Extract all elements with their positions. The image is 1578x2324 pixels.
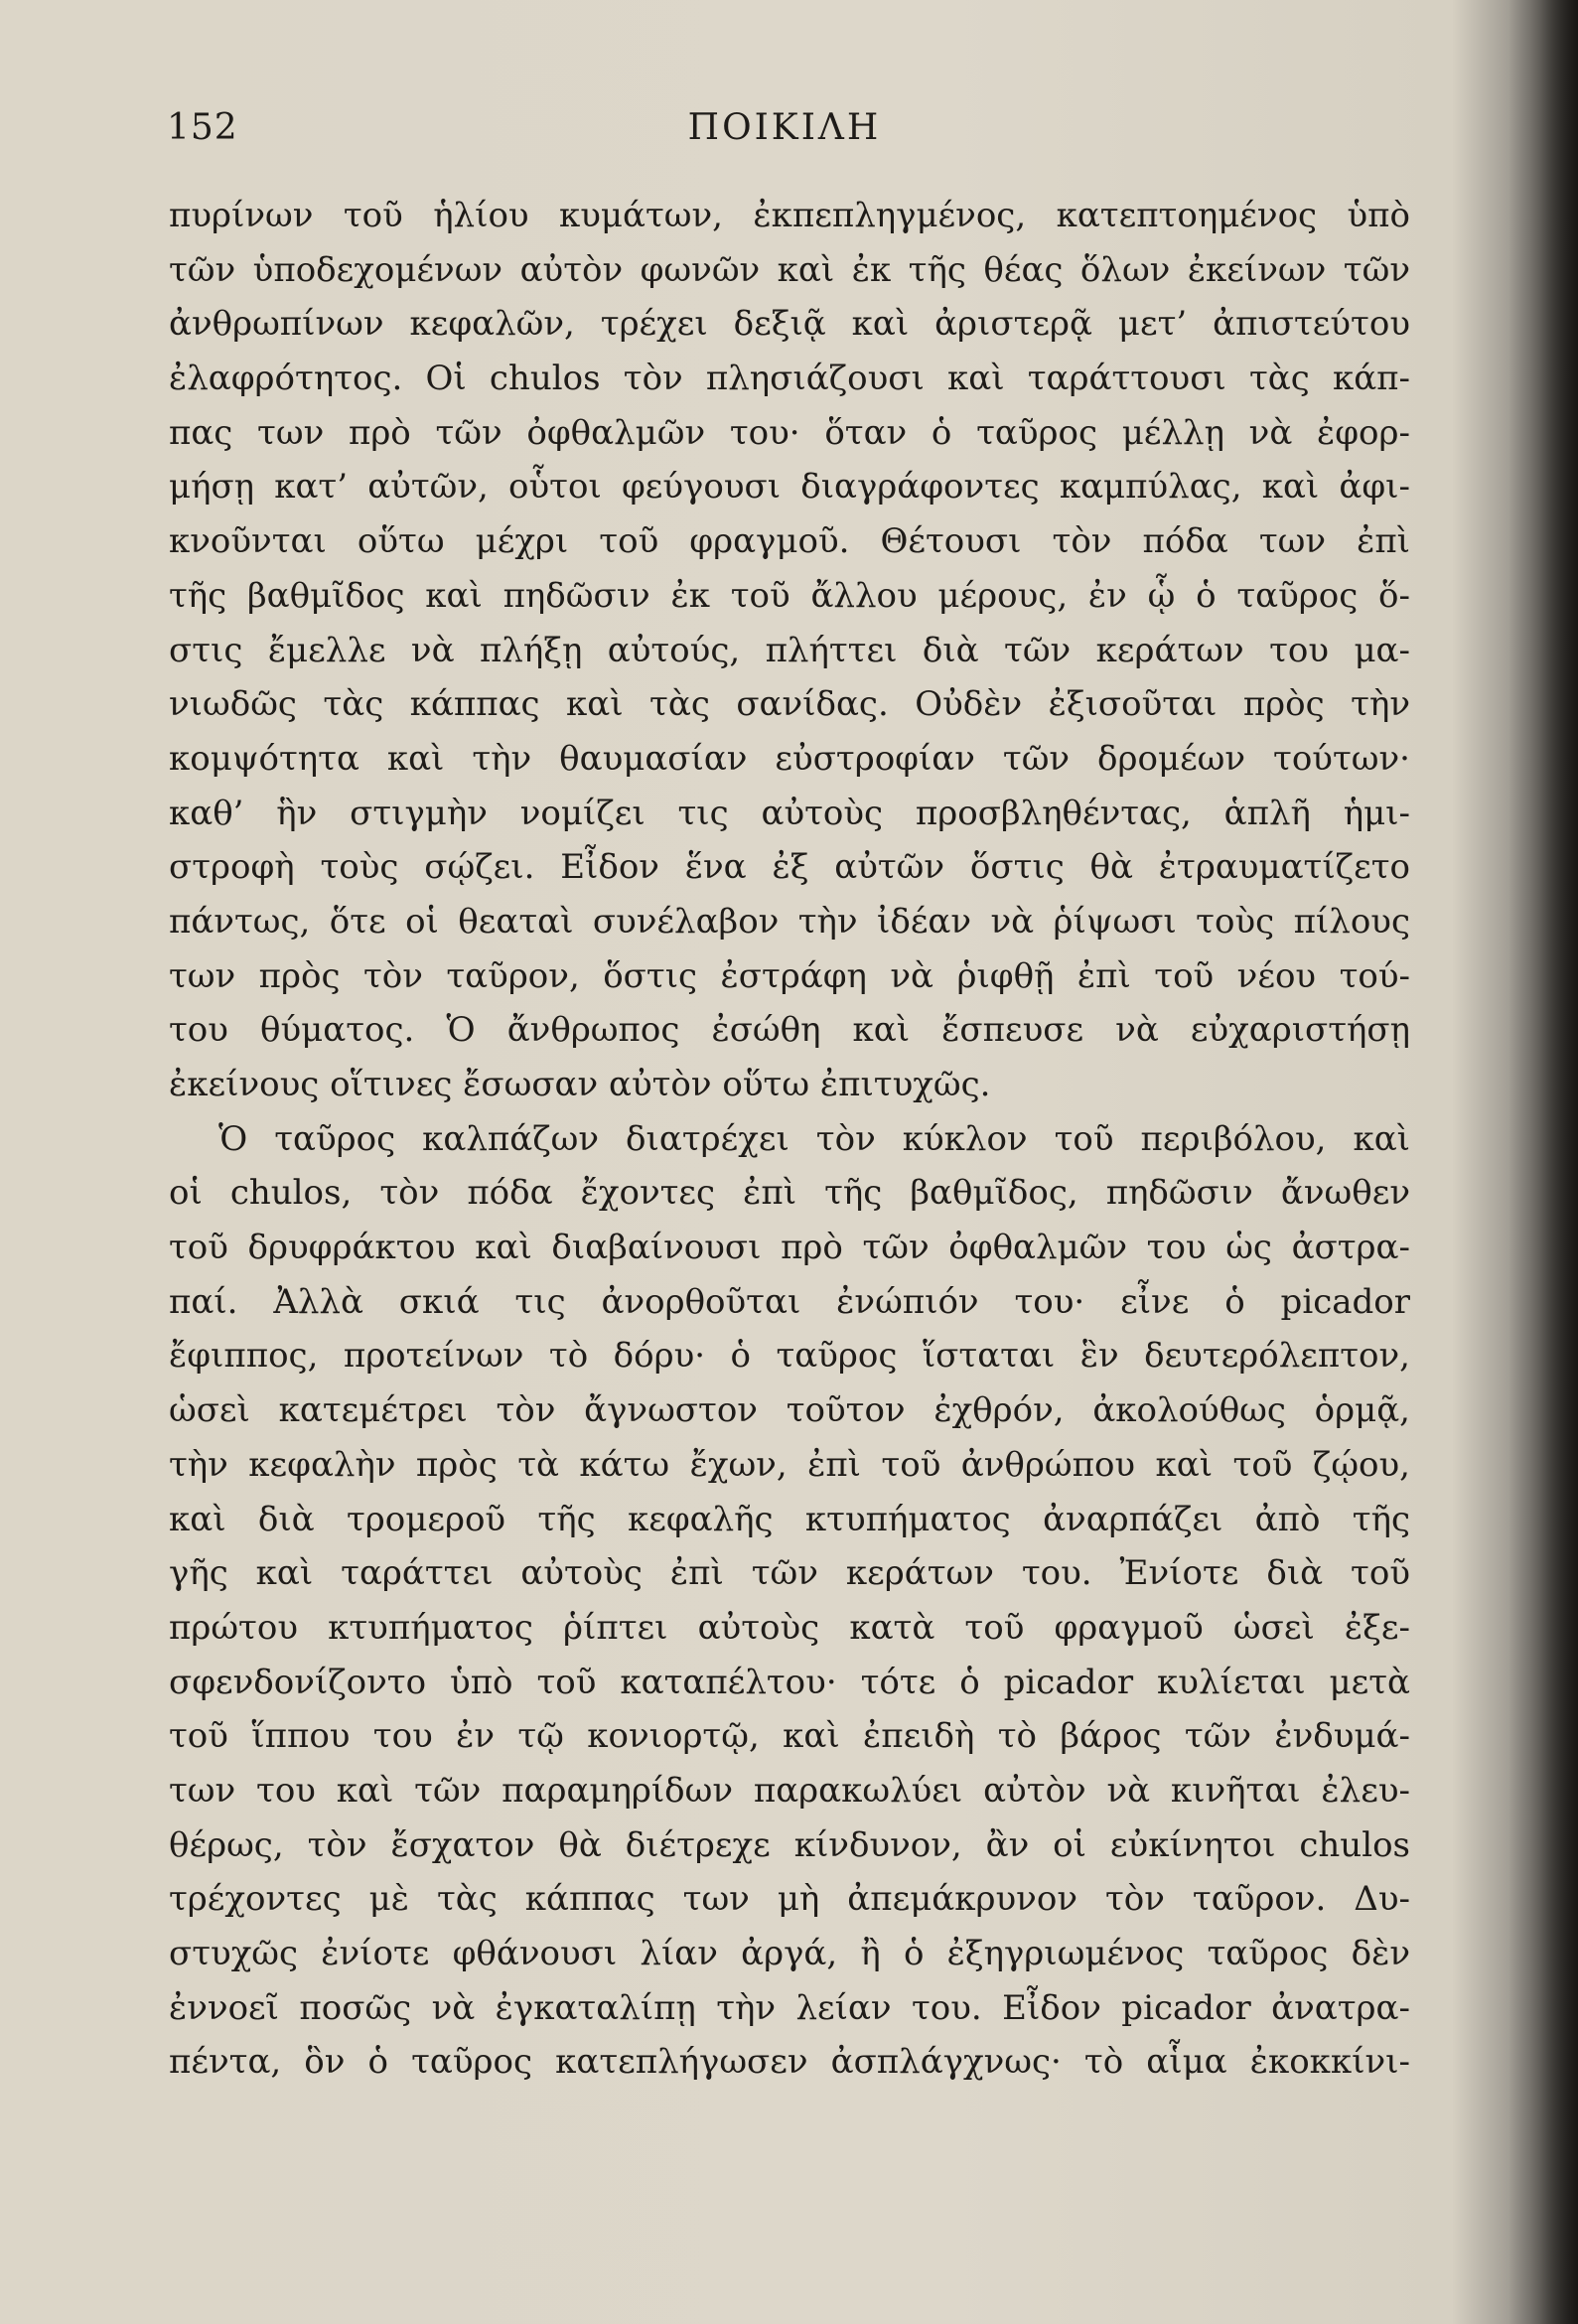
text-line: πρώτου κτυπήματος ῥίπτει αὐτοὺς κατὰ τοῦ φραγμοῦ ὡσεὶ ἐξε- — [169, 1607, 1410, 1648]
text-line: στις ἔμελλε νὰ πλήξῃ αὐτούς, πλήττει διὰ τῶν κεράτων του μα- — [169, 630, 1410, 670]
text-line: οἱ chulos, τὸν πόδα ἔχοντες ἐπὶ τῆς βαθμῖδος, πηδῶσιν ἄνωθεν — [169, 1173, 1410, 1214]
text-line: καὶ διὰ τρομεροῦ τῆς κεφαλῆς κτυπήματος ἀναρπάζει ἀπὸ τῆς — [169, 1499, 1410, 1539]
text-line: τρέχοντες μὲ τὰς κάππας των μὴ ἀπεμάκρυνον τὸν ταῦρον. Δυ- — [169, 1879, 1410, 1920]
text-line: ὡσεὶ κατεμέτρει τὸν ἄγνωστον τοῦτον ἐχθρόν, ἀκολούθως ὁρμᾷ, — [169, 1390, 1410, 1431]
text-line: στροφὴ τοὺς σῴζει. Εἶδον ἕνα ἐξ αὐτῶν ὅστις θὰ ἐτραυματίζετο — [169, 847, 1410, 888]
text-line: τῶν ὑποδεχομένων αὐτὸν φωνῶν καὶ ἐκ τῆς θέας ὅλων ἐκείνων τῶν — [169, 249, 1410, 290]
text-line: πέντα, ὃν ὁ ταῦρος κατεπλήγωσεν ἀσπλάγχνως· τὸ αἷμα ἐκοκκίνι- — [169, 2042, 1410, 2083]
text-line: του θύματος. Ὁ ἄνθρωπος ἐσώθη καὶ ἔσπευσε νὰ εὐχαριστήσῃ — [169, 1010, 1410, 1051]
text-line: τοῦ ἵππου του ἐν τῷ κονιορτῷ, καὶ ἐπειδὴ τὸ βάρος τῶν ἐνδυμά- — [169, 1716, 1410, 1757]
running-head: ΠΟΙΚΙΛΗ — [687, 107, 882, 148]
text-line: καθ’ ἣν στιγμὴν νομίζει τις αὐτοὺς προσβληθέντας, ἁπλῆ ἡμι- — [169, 793, 1410, 833]
text-line: νιωδῶς τὰς κάππας καὶ τὰς σανίδας. Οὐδὲν ἐξισοῦται πρὸς τὴν — [169, 684, 1410, 725]
text-line: ἐλαφρότητος. Οἱ chulos τὸν πλησιάζουσι καὶ ταράττουσι τὰς κάπ- — [169, 359, 1410, 399]
page-edge-shadow — [1508, 0, 1578, 2324]
body-text — [169, 189, 1410, 2090]
text-line: στυχῶς ἐνίοτε φθάνουσι λίαν ἀργά, ἢ ὁ ἐξηγριωμένος ταῦρος δὲν — [169, 1934, 1410, 1973]
text-line: των του καὶ τῶν παραμηρίδων παρακωλύει αὐτὸν νὰ κινῆται ἐλευ- — [169, 1770, 1410, 1811]
text-line: σφενδονίζοντο ὑπὸ τοῦ καταπέλτου· τότε ὁ picador κυλίεται μετὰ — [169, 1662, 1410, 1702]
text-line: ἐκείνους οἵτινες ἔσωσαν αὐτὸν οὕτω ἐπιτυχῶς. — [169, 1065, 991, 1104]
text-line: τὴν κεφαλὴν πρὸς τὰ κάτω ἔχων, ἐπὶ τοῦ ἀνθρώπου καὶ τοῦ ζῴου, — [169, 1444, 1410, 1485]
text-line: πας των πρὸ τῶν ὀφθαλμῶν του· ὅταν ὁ ταῦρος μέλλῃ νὰ ἐφορ- — [169, 412, 1410, 453]
text-line: ἀνθρωπίνων κεφαλῶν, τρέχει δεξιᾷ καὶ ἀριστερᾷ μετ’ ἀπιστεύτου — [169, 304, 1410, 345]
text-line: πυρίνων τοῦ ἡλίου κυμάτων, ἐκπεπληγμένος, κατεπτοημένος ὑπὸ — [169, 196, 1410, 235]
text-line: πάντως, ὅτε οἱ θεαταὶ συνέλαβον τὴν ἰδέαν νὰ ῥίψωσι τοὺς πίλους — [169, 901, 1410, 942]
text-line: κνοῦνται οὕτω μέχρι τοῦ φραγμοῦ. Θέτουσι τὸν πόδα των ἐπὶ — [169, 521, 1410, 562]
page-header — [159, 99, 1410, 159]
text-line: τῆς βαθμῖδος καὶ πηδῶσιν ἐκ τοῦ ἄλλου μέρους, ἐν ᾧ ὁ ταῦρος ὅ- — [169, 575, 1410, 616]
page-number: 152 — [167, 107, 238, 148]
text-line: των πρὸς τὸν ταῦρον, ὅστις ἐστράφη νὰ ῥιφθῇ ἐπὶ τοῦ νέου τού- — [169, 955, 1410, 996]
text-line: κομψότητα καὶ τὴν θαυμασίαν εὐστροφίαν τῶν δρομέων τούτων· — [169, 738, 1410, 779]
text-line: γῆς καὶ ταράττει αὐτοὺς ἐπὶ τῶν κεράτων του. Ἐνίοτε διὰ τοῦ — [169, 1553, 1410, 1594]
text-line: παί. Ἀλλὰ σκιά τις ἀνορθοῦται ἐνώπιόν του· εἶνε ὁ picador — [169, 1281, 1410, 1322]
text-line: τοῦ δρυφράκτου καὶ διαβαίνουσι πρὸ τῶν ὀφθαλμῶν του ὡς ἀστρα- — [169, 1228, 1410, 1268]
text-line: θέρως, τὸν ἔσχατον θὰ διέτρεχε κίνδυνον, ἂν οἱ εὐκίνητοι chulos — [169, 1824, 1410, 1865]
text-line: μήσῃ κατ’ αὐτῶν, οὗτοι φεύγουσι διαγράφοντες καμπύλας, καὶ ἀφι- — [169, 467, 1410, 508]
text-line: Ὁ ταῦρος καλπάζων διατρέχει τὸν κύκλον τοῦ περιβόλου, καὶ — [218, 1118, 1410, 1159]
text-line: ἔφιππος, προτείνων τὸ δόρυ· ὁ ταῦρος ἵσταται ἓν δευτερόλεπτον, — [169, 1336, 1410, 1377]
text-line: ἐννοεῖ ποσῶς νὰ ἐγκαταλίπῃ τὴν λείαν του. Εἶδον picador ἀνατρα- — [169, 1987, 1410, 2028]
